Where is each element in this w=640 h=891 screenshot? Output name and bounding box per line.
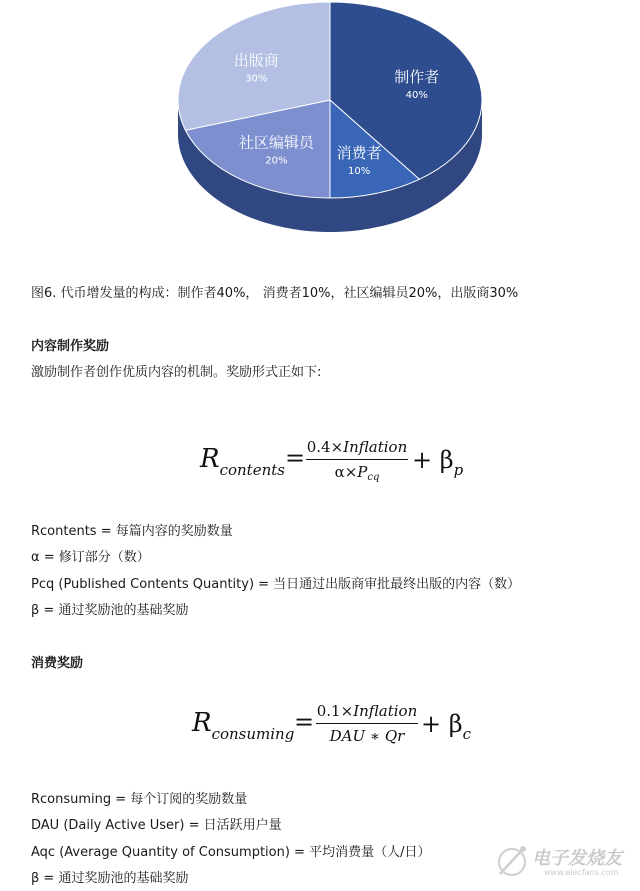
formula-fraction: 0.1×Inflation DAU ∗ Qr (316, 702, 418, 745)
watermark (492, 838, 632, 882)
pie-slice-percent: 20% (265, 155, 288, 167)
pie-slice-percent: 30% (245, 73, 268, 85)
formula-lhs: R (200, 444, 220, 474)
pie-slice-label: 出版商 (233, 51, 279, 70)
pie-slice-percent: 40% (405, 89, 428, 101)
definition-line: Aqc (Average Quantity of Consumption) = 平均消费量（人/日） (31, 845, 431, 860)
formula-lhs-sub: contents (219, 461, 285, 479)
formula-rhs: + $\beta_p$ (412, 446, 464, 479)
pie-slice-percent: 10% (348, 165, 371, 177)
formula-lhs-sub: consuming (211, 725, 295, 743)
section-heading-consumption-reward: 消费奖励 (31, 656, 84, 671)
definition-line: Pcq (Published Contents Quantity) = 当日通过出版商审批最终出版的内容（数） (31, 577, 521, 592)
pie-slice-label: 社区编辑员 (238, 133, 314, 152)
formula-equals: = (285, 444, 306, 472)
formula-equals: = (294, 708, 315, 736)
watermark-logo-icon (492, 840, 532, 880)
section-heading-content-reward: 内容制作奖励 (31, 339, 110, 354)
formula-lhs: R (192, 708, 212, 738)
formula-rhs: + $\beta_c$ (421, 710, 472, 743)
figure-caption: 图6. 代币增发量的构成：制作者40%， 消费者10%，社区编辑员20%，出版商30% (31, 286, 519, 301)
pie-chart (175, 0, 485, 250)
definition-line: Rcontents = 每篇内容的奖励数量 (31, 524, 233, 539)
pie-top (178, 2, 482, 198)
section-intro: 激励制作者创作优质内容的机制。奖励形式正如下: (31, 365, 322, 380)
watermark-url: www.elecfans.com (544, 868, 619, 877)
definition-line: β = 通过奖励池的基础奖励 (31, 603, 189, 618)
pie-slice-label: 消费者 (336, 143, 382, 162)
pie-slice-label: 制作者 (394, 67, 440, 86)
watermark-text: 电子发烧友 (532, 848, 622, 869)
definition-line: α = 修订部分（数） (31, 550, 150, 565)
definition-line: β = 通过奖励池的基础奖励 (31, 871, 189, 886)
definition-line: DAU (Daily Active User) = 日活跃用户量 (31, 818, 282, 833)
formula-fraction: 0.4×Inflation $\alpha\times P_{cq}$ (306, 438, 408, 483)
definition-line: Rconsuming = 每个订阅的奖励数量 (31, 792, 248, 807)
